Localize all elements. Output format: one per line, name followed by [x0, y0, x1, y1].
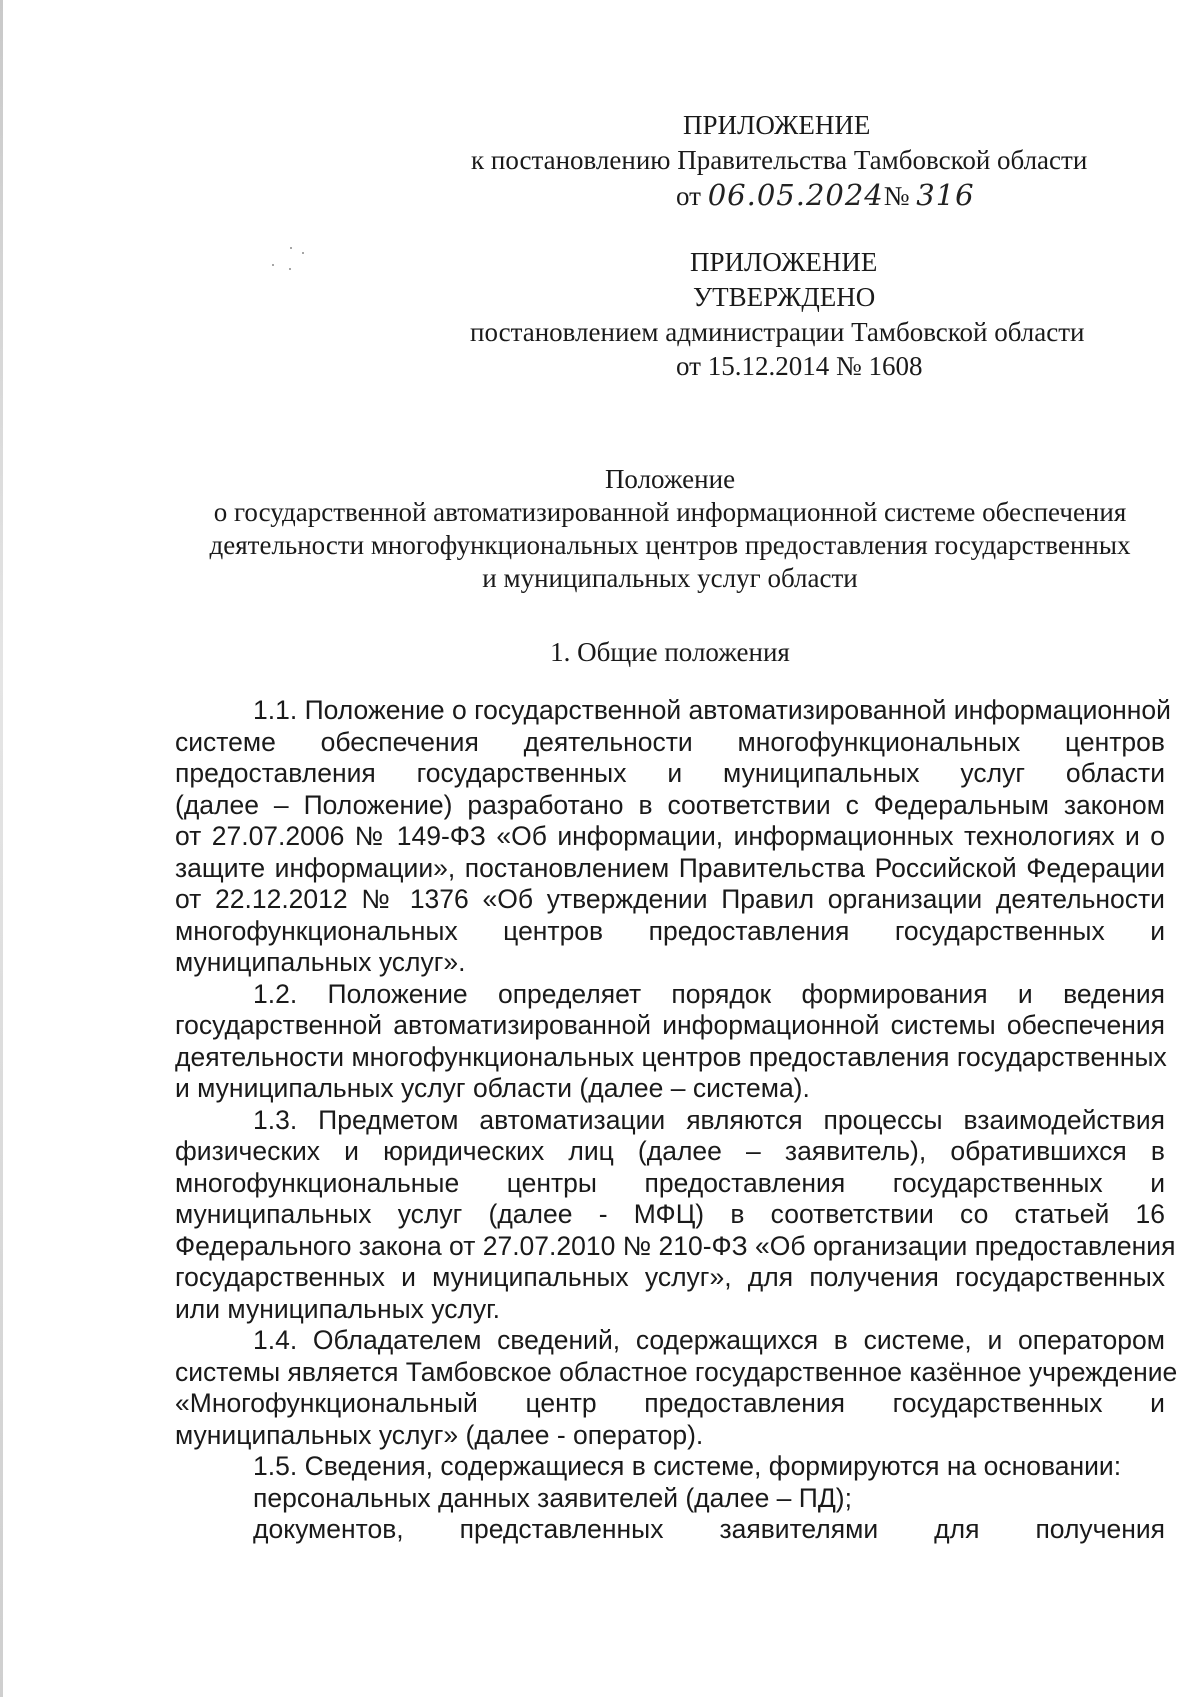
body-line: от 27.07.2006 № 149-ФЗ «Об информации, информационных технологиях и о [175, 821, 1165, 851]
body-line: многофункциональные центры предоставления государственных и [175, 1167, 1165, 1198]
body-line: документов, представленных заявителями для получения [253, 1514, 1165, 1544]
body-line: или муниципальных услуг. [175, 1293, 500, 1324]
title-line: о государственной автоматизированной информационной системе обеспечения [213, 497, 1127, 527]
scan-speck [289, 268, 291, 270]
appendix-heading-1: ПРИЛОЖЕНИЕ [683, 110, 871, 140]
body-line: 1.4. Обладателем сведений, содержащихся в системе, и оператором [253, 1325, 1165, 1355]
to-resolution-line: к постановлению Правительства Тамбовской области [471, 145, 1088, 175]
scan-edge [0, 0, 3, 1697]
number-sign: № [883, 181, 910, 211]
approved-heading: УТВЕРЖДЕНО [693, 282, 876, 312]
body-line: 1.1. Положение о государственной автоматизированной информационной [253, 695, 1171, 725]
body-line: 1.2. Положение определяет порядок формирования и ведения [253, 978, 1165, 1009]
body-line: «Многофункциональный центр предоставления государственных и [175, 1388, 1165, 1418]
body-line: муниципальных услуг (далее - МФЦ) в соответствии со статьей 16 [175, 1199, 1165, 1229]
body-line: Федерального закона от 27.07.2010 № 210-ФЗ «Об организации предоставления [175, 1230, 1176, 1261]
body-line: физических и юридических лиц (далее – заявитель), обратившихся в [175, 1136, 1165, 1166]
body-line: деятельности многофункциональных центров предоставления государственных [175, 1041, 1167, 1072]
title-line: Положение [604, 464, 736, 494]
resolution-date-line [676, 178, 975, 213]
body-line: многофункциональных центров предоставления государственных и [175, 915, 1165, 946]
body-line: системе обеспечения деятельности многофункциональных центров [175, 726, 1165, 757]
body-line: персональных данных заявителей (далее – ПД); [253, 1482, 852, 1513]
scan-speck [272, 264, 274, 266]
handwritten-number: 316 [916, 178, 975, 212]
section-heading: 1. Общие положения [550, 637, 790, 667]
body-line: 1.5. Сведения, содержащиеся в системе, формируются на основании: [253, 1451, 1122, 1481]
body-line: и муниципальных услуг области (далее – система). [175, 1073, 810, 1103]
body-line: (далее – Положение) разработано в соответствии с Федеральным законом [175, 789, 1165, 820]
scan-speck [302, 252, 304, 254]
appendix-heading-2: ПРИЛОЖЕНИЕ [690, 247, 878, 277]
approved-date-number: от 15.12.2014 № 1608 [676, 351, 923, 381]
body-line: предоставления государственных и муниципальных услуг области [175, 758, 1165, 788]
body-text [175, 695, 1178, 1546]
from-prefix: от [676, 181, 701, 211]
body-line: государственных и муниципальных услуг», для получения государственных [175, 1262, 1165, 1292]
scan-speck [290, 247, 292, 249]
body-line: муниципальных услуг». [175, 947, 466, 977]
body-line: 1.3. Предметом автоматизации являются процессы взаимодействия [253, 1104, 1165, 1135]
body-line: муниципальных услуг» (далее - оператор). [175, 1419, 704, 1450]
body-line: государственной автоматизированной информационной системы обеспечения [175, 1010, 1165, 1040]
title-line: деятельности многофункциональных центров предоставления государственных [209, 530, 1131, 560]
approved-by-line: постановлением администрации Тамбовской области [470, 317, 1085, 347]
title-line: и муниципальных услуг области [482, 563, 858, 593]
body-line: защите информации», постановлением Правительства Российской Федерации [175, 852, 1165, 883]
body-line: системы является Тамбовское областное государственное казённое учреждение [175, 1356, 1178, 1387]
document-title [175, 463, 1165, 595]
handwritten-date: 06.05.2024 [707, 178, 884, 212]
body-line: от 22.12.2012 № 1376 «Об утверждении Правил организации деятельности [175, 884, 1165, 914]
